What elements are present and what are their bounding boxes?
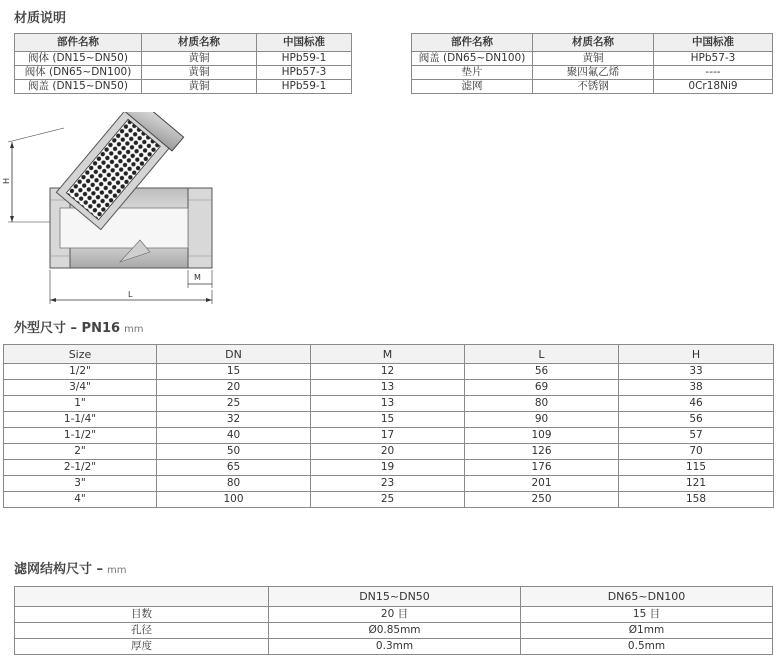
h-cell: 38: [619, 380, 774, 396]
dimensions-section-title: [14, 317, 144, 336]
material-cell: 黄铜: [533, 52, 654, 66]
table-row: [412, 80, 773, 94]
row-label-cell: 孔径: [15, 623, 269, 639]
dn-cell: 40: [157, 428, 311, 444]
dn-cell: 15: [157, 364, 311, 380]
header-l: L: [465, 345, 619, 364]
size-cell: 1/2": [4, 364, 157, 380]
l-cell: 56: [465, 364, 619, 380]
dimensions-header-row: [4, 345, 774, 364]
value-cell: 15 目: [521, 607, 773, 623]
dn-cell: 65: [157, 460, 311, 476]
m-cell: 13: [311, 396, 465, 412]
table-row: [4, 412, 774, 428]
size-cell: 4": [4, 492, 157, 508]
dimensions-table: [3, 344, 774, 508]
l-cell: 90: [465, 412, 619, 428]
h-cell: 57: [619, 428, 774, 444]
table-row: [412, 66, 773, 80]
table-row: [4, 476, 774, 492]
material-cell: 黄铜: [142, 52, 257, 66]
dn-cell: 32: [157, 412, 311, 428]
h-cell: 33: [619, 364, 774, 380]
value-cell: Ø0.85mm: [269, 623, 521, 639]
value-cell: Ø1mm: [521, 623, 773, 639]
mesh-section-title: [14, 558, 127, 577]
standard-cell: HPb59-1: [257, 52, 352, 66]
table-row: [15, 80, 352, 94]
material-cell: 聚四氟乙烯: [533, 66, 654, 80]
size-cell: 2": [4, 444, 157, 460]
mesh-title-text: 滤网结构尺寸 –: [14, 562, 104, 577]
table-row: [412, 52, 773, 66]
table-row: [4, 364, 774, 380]
header-h: H: [619, 345, 774, 364]
m-cell: 12: [311, 364, 465, 380]
table-row: [15, 607, 773, 623]
m-cell: 19: [311, 460, 465, 476]
m-cell: 20: [311, 444, 465, 460]
material-table-left: [14, 33, 352, 94]
dn-cell: 80: [157, 476, 311, 492]
dn-cell: 25: [157, 396, 311, 412]
header-china-standard: 中国标准: [257, 34, 352, 52]
h-cell: 56: [619, 412, 774, 428]
l-cell: 80: [465, 396, 619, 412]
table-row: [15, 66, 352, 80]
size-cell: 1-1/2": [4, 428, 157, 444]
size-cell: 2-1/2": [4, 460, 157, 476]
table-row: [15, 623, 773, 639]
m-cell: 23: [311, 476, 465, 492]
table-row: [4, 380, 774, 396]
material-cell: 不锈钢: [533, 80, 654, 94]
standard-cell: HPb57-3: [654, 52, 773, 66]
table-row: [4, 428, 774, 444]
m-cell: 17: [311, 428, 465, 444]
dn-cell: 50: [157, 444, 311, 460]
m-cell: 15: [311, 412, 465, 428]
mesh-unit: mm: [107, 565, 127, 576]
header-blank: [15, 587, 269, 607]
size-cell: 1-1/4": [4, 412, 157, 428]
size-cell: 3": [4, 476, 157, 492]
h-cell: 115: [619, 460, 774, 476]
dimension-m-label: M: [194, 273, 201, 282]
table-row: [4, 396, 774, 412]
l-cell: 176: [465, 460, 619, 476]
part-cell: 滤网: [412, 80, 533, 94]
header-size: Size: [4, 345, 157, 364]
value-cell: 20 目: [269, 607, 521, 623]
material-header-row: [412, 34, 773, 52]
y-strainer-diagram: [0, 112, 230, 308]
l-cell: 126: [465, 444, 619, 460]
h-cell: 158: [619, 492, 774, 508]
dn-cell: 20: [157, 380, 311, 396]
header-dn15-dn50: DN15~DN50: [269, 587, 521, 607]
material-cell: 黄铜: [142, 66, 257, 80]
h-cell: 46: [619, 396, 774, 412]
material-header-row: [15, 34, 352, 52]
standard-cell: 0Cr18Ni9: [654, 80, 773, 94]
header-china-standard: 中国标准: [654, 34, 773, 52]
header-dn65-dn100: DN65~DN100: [521, 587, 773, 607]
standard-cell: HPb59-1: [257, 80, 352, 94]
l-cell: 69: [465, 380, 619, 396]
header-material-name: 材质名称: [533, 34, 654, 52]
size-cell: 1": [4, 396, 157, 412]
table-row: [15, 52, 352, 66]
part-cell: 阀体 (DN65~DN100): [15, 66, 142, 80]
value-cell: 0.3mm: [269, 639, 521, 655]
dimensions-unit: mm: [124, 324, 144, 335]
row-label-cell: 目数: [15, 607, 269, 623]
header-part-name: 部件名称: [15, 34, 142, 52]
header-dn: DN: [157, 345, 311, 364]
h-cell: 121: [619, 476, 774, 492]
l-cell: 201: [465, 476, 619, 492]
dimensions-title-text: 外型尺寸 – PN16: [14, 321, 121, 336]
mesh-header-row: [15, 587, 773, 607]
m-cell: 25: [311, 492, 465, 508]
part-cell: 垫片: [412, 66, 533, 80]
standard-cell: ----: [654, 66, 773, 80]
l-cell: 109: [465, 428, 619, 444]
dn-cell: 100: [157, 492, 311, 508]
m-cell: 13: [311, 380, 465, 396]
part-cell: 阀体 (DN15~DN50): [15, 52, 142, 66]
table-row: [15, 639, 773, 655]
material-cell: 黄铜: [142, 80, 257, 94]
dimension-h-label: H: [2, 177, 11, 184]
mesh-table: [14, 586, 773, 655]
standard-cell: HPb57-3: [257, 66, 352, 80]
dimension-l-label: L: [128, 290, 133, 299]
table-row: [4, 492, 774, 508]
header-material-name: 材质名称: [142, 34, 257, 52]
material-section-title: 材质说明: [14, 11, 67, 26]
value-cell: 0.5mm: [521, 639, 773, 655]
part-cell: 阀盖 (DN15~DN50): [15, 80, 142, 94]
size-cell: 3/4": [4, 380, 157, 396]
l-cell: 250: [465, 492, 619, 508]
h-cell: 70: [619, 444, 774, 460]
header-m: M: [311, 345, 465, 364]
material-table-right: [411, 33, 773, 94]
header-part-name: 部件名称: [412, 34, 533, 52]
table-row: [4, 460, 774, 476]
row-label-cell: 厚度: [15, 639, 269, 655]
part-cell: 阀盖 (DN65~DN100): [412, 52, 533, 66]
table-row: [4, 444, 774, 460]
